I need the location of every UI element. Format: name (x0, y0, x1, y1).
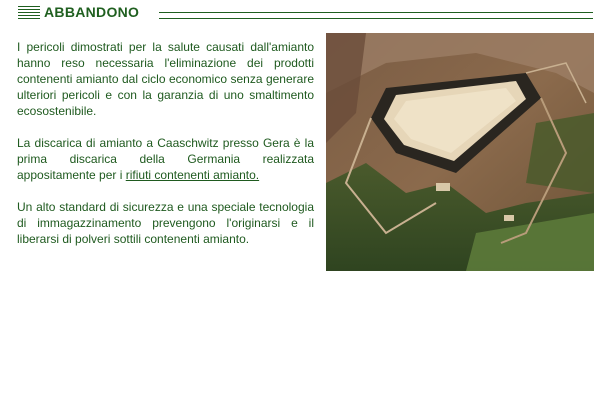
menu-bars-icon (18, 5, 40, 19)
header-divider (159, 12, 593, 19)
asbestos-waste-link[interactable]: rifiuti contenenti amianto. (125, 168, 260, 182)
landfill-aerial-photo (326, 33, 594, 271)
paragraph-landfill (17, 135, 314, 183)
page-header (18, 5, 593, 21)
paragraph-health-risks: I pericoli dimostrati per la salute causati dall'amianto hanno reso necessaria l'eliminazione dei prodotti contenenti amianto dal ciclo economico senza generare ulteriori pericoli e con la garanzia di uno smaltimento ecosostenibile. (17, 40, 314, 118)
paragraph-safety: Un alto standard di sicurezza e una speciale tecnologia di immagazzinamento prevengono l'originarsi e il liberarsi di polveri sottili contenenti amianto. (17, 200, 314, 246)
content-text (17, 39, 314, 263)
paragraph-landfill-text: La discarica di amianto a Caaschwitz presso Gera è la prima discarica della Germania realizzata appositamente per i (17, 136, 314, 182)
page-title: ABBANDONO (44, 4, 140, 20)
